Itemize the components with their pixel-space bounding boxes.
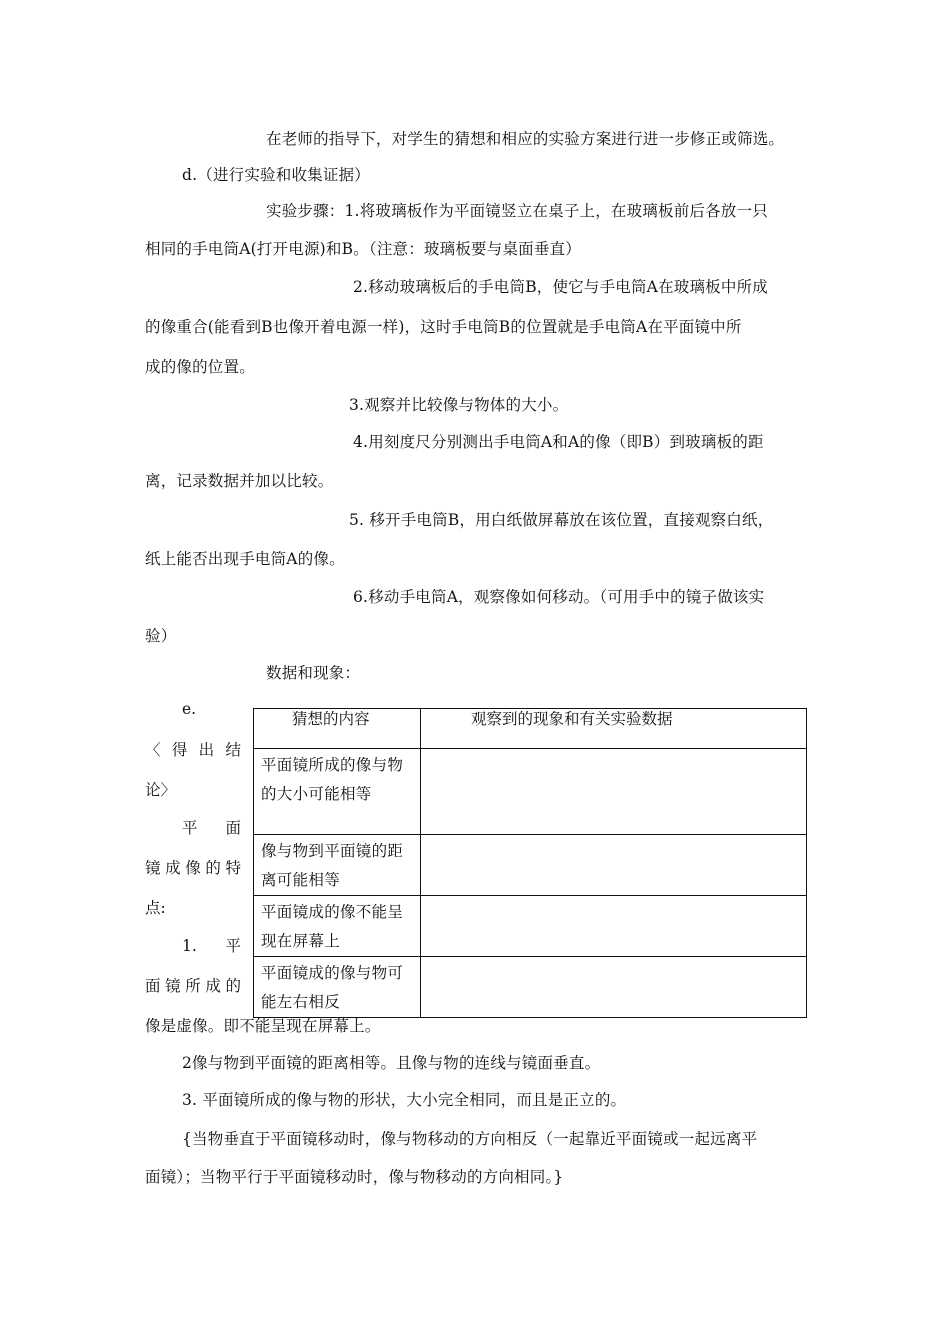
text-line: 的像重合(能看到B也像开着电源一样)，这时手电筒B的位置就是手电筒A在平面镜中所 [145,318,742,336]
text-line: 纸上能否出现手电筒A的像。 [145,550,345,568]
header-guess: 猜想的内容 [254,709,421,749]
data-table [253,708,807,1018]
text-line: 验） [145,627,177,645]
side-text-row: 点: [145,899,166,917]
side-text-row: 镜 成 像 的 特 [145,859,241,877]
guess-cell: 平面镜所成的像与物的大小可能相等 [254,749,421,835]
guess-cell: 平面镜成的像不能呈现在屏幕上 [254,896,421,957]
observed-cell[interactable] [421,896,807,957]
guess-cell: 平面镜成的像与物可能左右相反 [254,957,421,1018]
table-header-row [254,709,807,749]
table-row [254,835,807,896]
section-heading-d: d.（进行实验和收集证据） [182,166,370,184]
conclusion-line: 2像与物到平面镜的距离相等。且像与物的连线与镜面垂直。 [182,1054,601,1072]
side-text-row: 1. 平 [182,937,241,955]
conclusion-line: 3. 平面镜所成的像与物的形状，大小完全相同，而且是正立的。 [182,1091,627,1109]
data-heading: 数据和现象： [266,664,361,682]
observed-cell[interactable] [421,957,807,1018]
text-line: 离，记录数据并加以比较。 [145,472,334,490]
observed-cell[interactable] [421,835,807,896]
text-line: 相同的手电筒A(打开电源)和B。（注意：玻璃板要与桌面垂直） [145,240,581,258]
table-row [254,896,807,957]
conclusion-line: 面镜）；当物平行于平面镜移动时，像与物移动的方向相同。} [145,1168,564,1186]
side-text-row: 面 镜 所 成 的 [145,977,241,995]
side-text-row: 论〉 [145,781,177,799]
table-row [254,957,807,1018]
text-line: 6.移动手电筒A，观察像如何移动。（可用手中的镜子做该实 [353,588,765,606]
text-line: 在老师的指导下，对学生的猜想和相应的实验方案进行进一步修正或筛选。 [266,130,785,148]
text-line: 成的像的位置。 [145,358,255,376]
text-line: 2.移动玻璃板后的手电筒B，使它与手电筒A在玻璃板中所成 [353,278,768,296]
text-line: 4.用刻度尺分别测出手电筒A和A的像（即B）到玻璃板的距 [353,433,764,451]
guess-cell: 像与物到平面镜的距离可能相等 [254,835,421,896]
side-text-row: 平 面 [182,819,241,837]
conclusion-line: {当物垂直于平面镜移动时，像与物移动的方向相反（一起靠近平面镜或一起远离平 [182,1130,758,1148]
section-label-e: e. [182,700,197,718]
conclusion-line: 像是虚像。即不能呈现在屏幕上。 [145,1017,381,1035]
text-line: 实验步骤：1.将玻璃板作为平面镜竖立在桌子上，在玻璃板前后各放一只 [266,202,768,220]
text-line: 5. 移开手电筒B，用白纸做屏幕放在该位置，直接观察白纸， [349,511,774,529]
table-row [254,749,807,835]
text-line: 3.观察并比较像与物体的大小。 [349,396,569,414]
observed-cell[interactable] [421,749,807,835]
side-text-row: 〈 得 出 结 [145,741,241,759]
header-observed: 观察到的现象和有关实验数据 [421,709,807,749]
